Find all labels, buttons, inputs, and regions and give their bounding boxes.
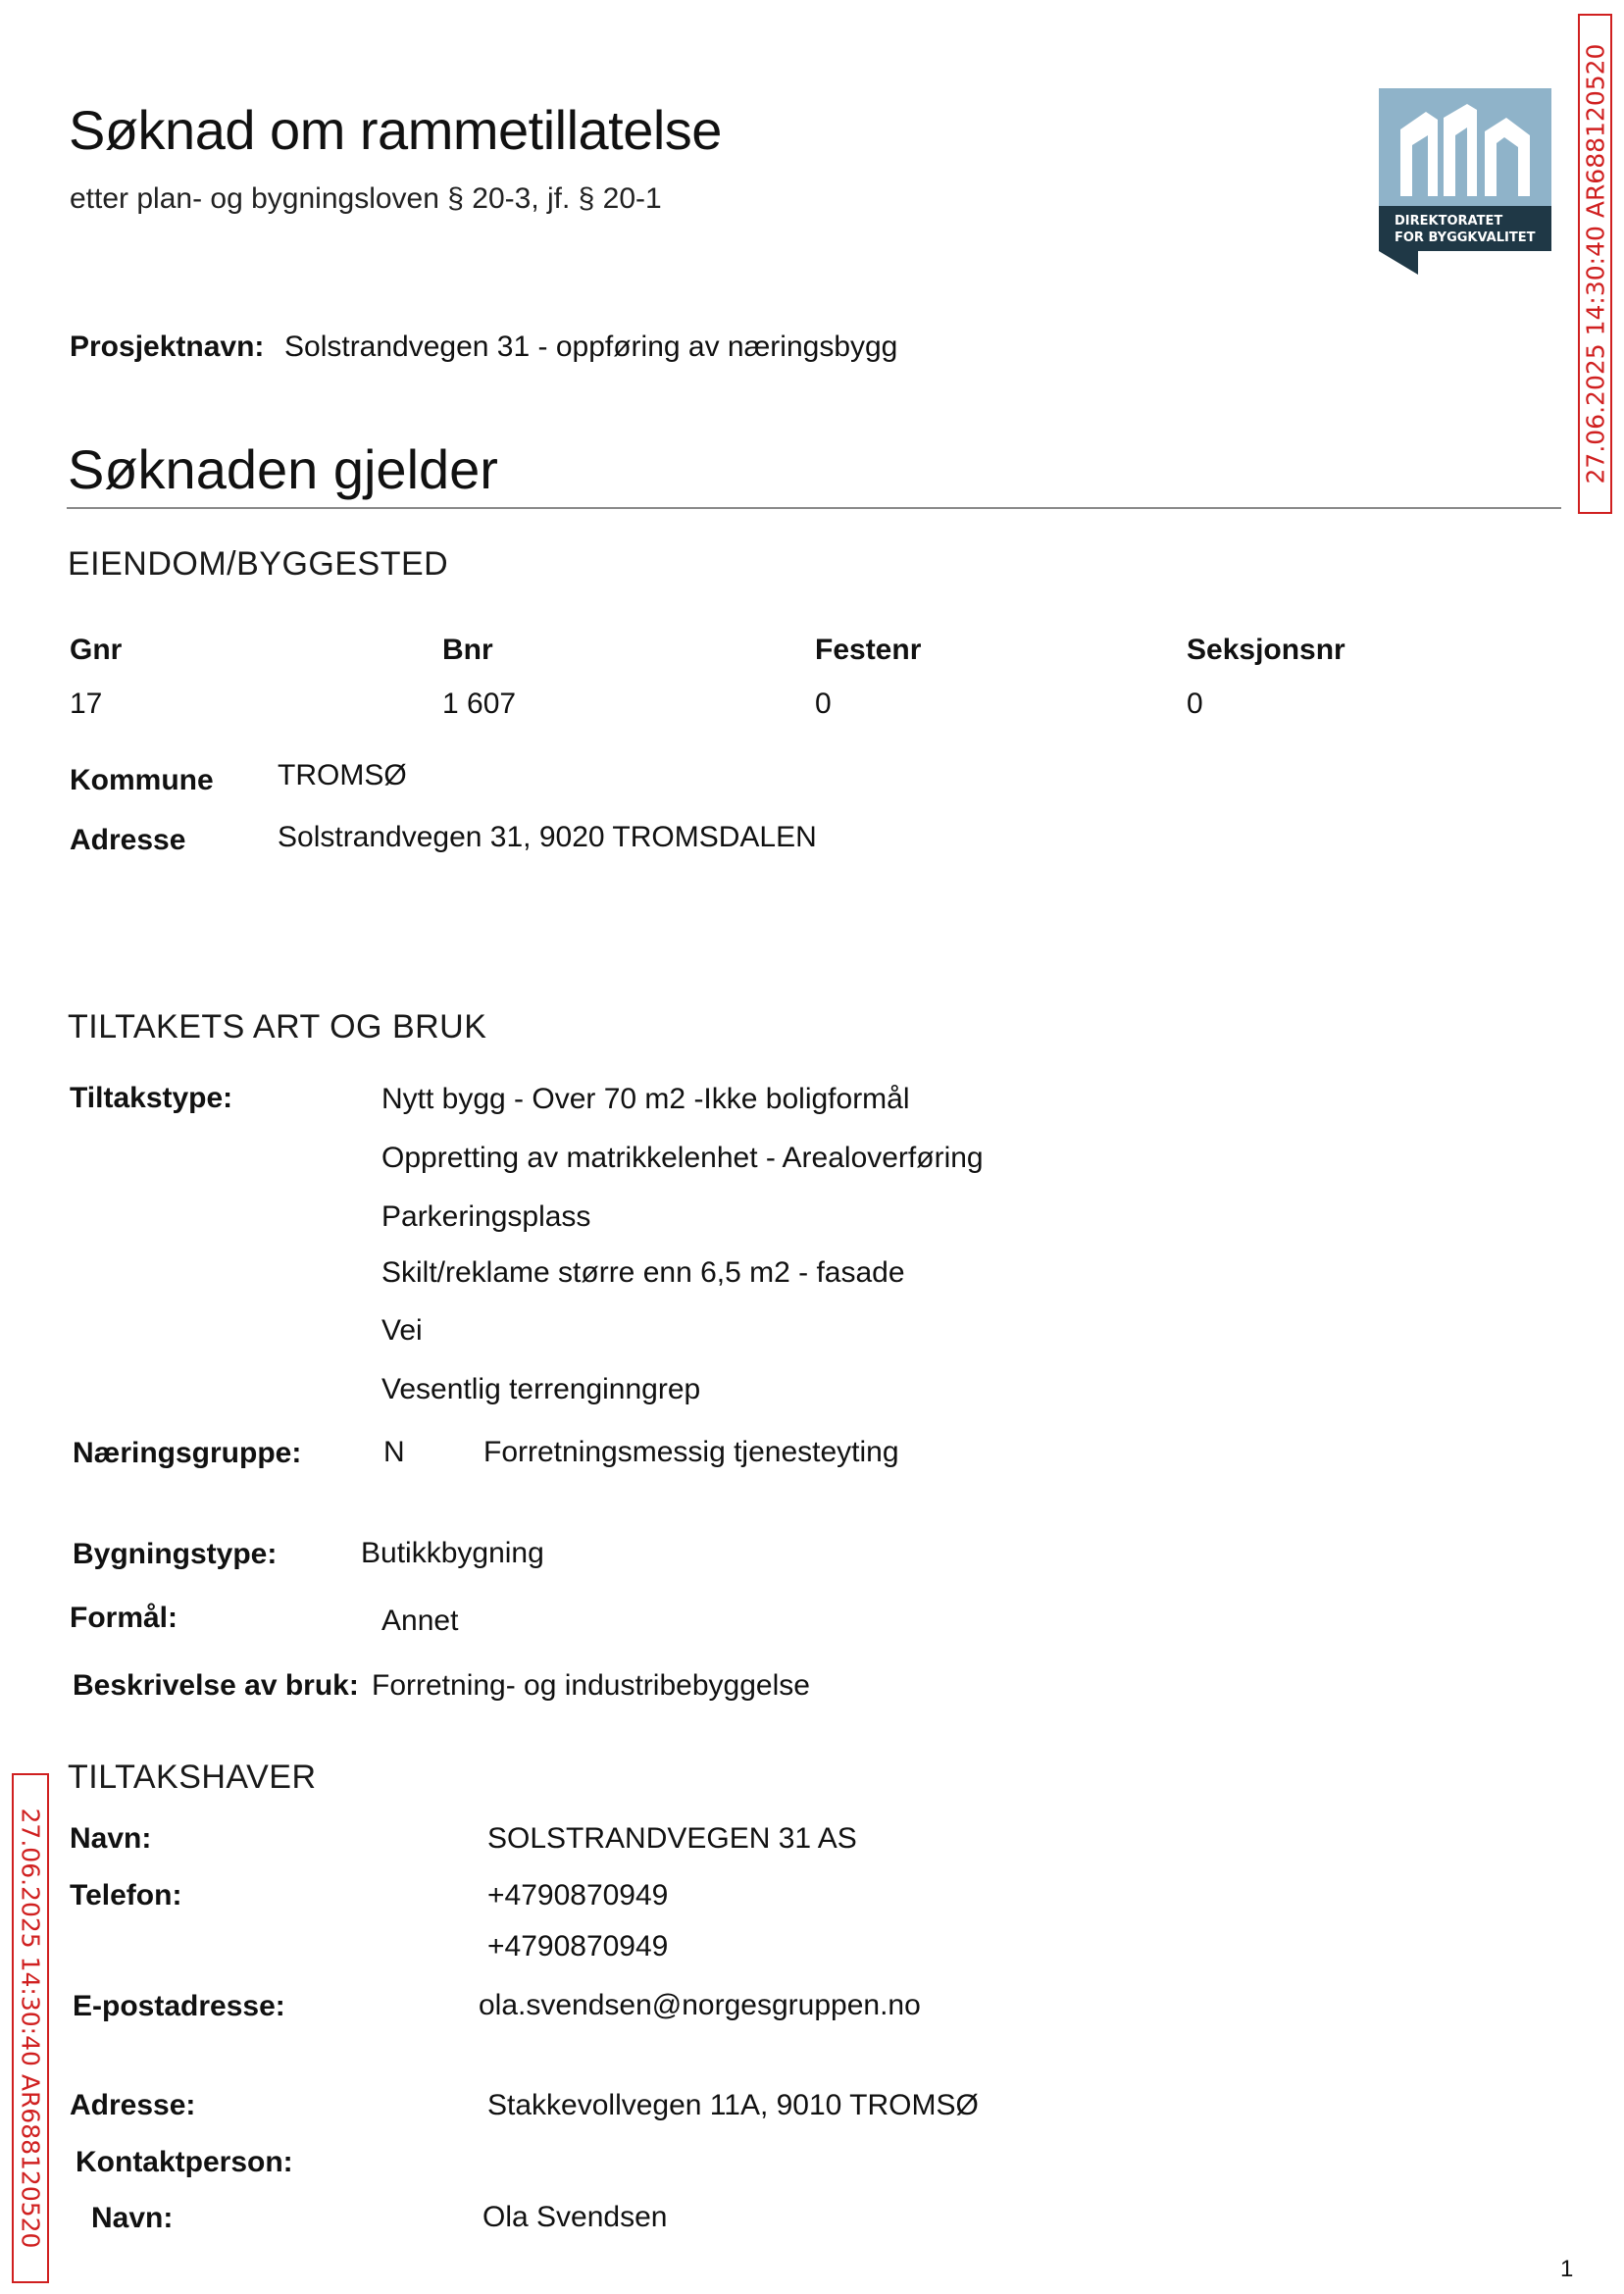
section-title: Søknaden gjelder [68,438,498,500]
tiltakstype-item: Vesentlig terrenginngrep [381,1373,701,1405]
tiltakstype-item: Skilt/reklame større enn 6,5 m2 - fasade [381,1256,905,1289]
section-divider [67,507,1561,509]
seksjonsnr-label: Seksjonsnr [1187,634,1345,666]
timestamp-stamp-top [1578,14,1612,514]
kontakt-navn-value: Ola Svendsen [482,2201,668,2233]
dibk-logo-icon [1379,88,1551,275]
adresse-value: Solstrandvegen 31, 9020 TROMSDALEN [278,821,817,853]
applicant-navn-value: SOLSTRANDVEGEN 31 AS [487,1822,857,1855]
page-number: 1 [1560,2256,1574,2282]
document-subtitle: etter plan- og bygningsloven § 20-3, jf. § 20-1 [70,182,662,215]
festenr-value: 0 [815,688,832,720]
kontaktperson-label: Kontaktperson: [76,2146,293,2178]
gnr-value: 17 [70,688,103,720]
dibk-logo [1379,88,1551,275]
stamp-text-top: 27.06.2025 14:30:40 AR688120520 [1581,43,1609,484]
timestamp-stamp-bottom [12,1773,49,2283]
applicant-telefon-value: +4790870949 [487,1879,669,1912]
naeringsgruppe-label: Næringsgruppe: [73,1437,302,1469]
applicant-adresse-value: Stakkevollvegen 11A, 9010 TROMSØ [487,2089,979,2121]
naeringsgruppe-value: Forretningsmessig tjenesteyting [483,1436,899,1468]
beskrivelse-label: Beskrivelse av bruk: [73,1669,359,1702]
measure-heading: TILTAKETS ART OG BRUK [68,1008,487,1045]
bnr-label: Bnr [442,634,493,666]
applicant-telefon-value: +4790870949 [487,1930,669,1963]
logo-line-2: FOR BYGGKVALITET [1395,230,1536,245]
kontakt-navn-label: Navn: [91,2202,174,2234]
bygningstype-value: Butikkbygning [361,1537,544,1569]
naeringsgruppe-code: N [383,1436,405,1468]
stamp-text-bottom: 27.06.2025 14:30:40 AR688120520 [16,1808,45,2249]
property-heading: EIENDOM/BYGGESTED [68,545,449,583]
beskrivelse-value: Forretning- og industribebyggelse [372,1669,810,1702]
kommune-label: Kommune [70,764,214,796]
applicant-heading: TILTAKSHAVER [68,1759,317,1796]
formal-label: Formål: [70,1602,178,1634]
applicant-epost-label: E-postadresse: [73,1990,285,2022]
bnr-value: 1 607 [442,688,517,720]
tiltakstype-item: Vei [381,1314,423,1347]
applicant-telefon-label: Telefon: [70,1879,182,1912]
project-value: Solstrandvegen 31 - oppføring av næringsbygg [284,331,898,363]
applicant-navn-label: Navn: [70,1822,152,1855]
tiltakstype-item: Parkeringsplass [381,1200,591,1233]
tiltakstype-label: Tiltakstype: [70,1082,233,1114]
formal-value: Annet [381,1605,459,1637]
applicant-epost-value: ola.svendsen@norgesgruppen.no [479,1989,921,2021]
kommune-value: TROMSØ [278,759,407,791]
festenr-label: Festenr [815,634,922,666]
tiltakstype-item: Oppretting av matrikkelenhet - Arealoverføring [381,1142,984,1174]
project-label: Prosjektnavn: [70,331,265,363]
adresse-label: Adresse [70,824,186,856]
gnr-label: Gnr [70,634,123,666]
bygningstype-label: Bygningstype: [73,1538,278,1570]
seksjonsnr-value: 0 [1187,688,1203,720]
applicant-adresse-label: Adresse: [70,2089,196,2121]
logo-line-1: DIREKTORATET [1395,214,1503,229]
document-title: Søknad om rammetillatelse [69,99,722,161]
tiltakstype-item: Nytt bygg - Over 70 m2 -Ikke boligformål [381,1083,910,1115]
